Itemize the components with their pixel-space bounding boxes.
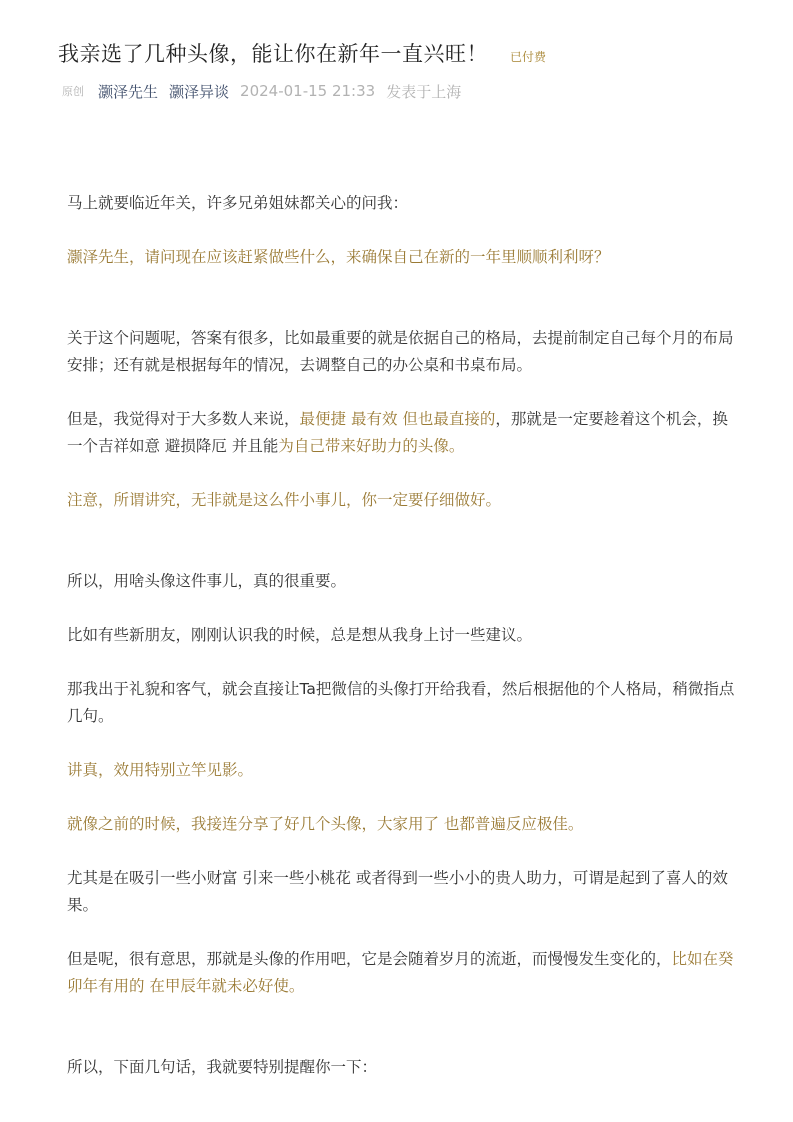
account-name-link[interactable]: 灏泽异谈: [169, 82, 230, 101]
paid-badge: 已付费: [510, 50, 547, 64]
highlight-text: 为自己带来好助力的头像。: [278, 437, 465, 455]
paragraph: 所以，下面几句话，我就要特别提醒你一下：: [67, 1058, 378, 1076]
paragraph-highlight: 灏泽先生，请问现在应该赶紧做些什么，来确保自己在新的一年里顺顺利利呀？: [67, 248, 610, 266]
original-tag: 原创: [62, 85, 84, 98]
paragraph: 那我出于礼貌和客气，就会直接让Ta把微信的头像打开给我看，然后根据他的个人格局，稍微指点几句。: [67, 680, 735, 725]
paragraph-highlight: 讲真，效用特别立竿见影。: [67, 761, 254, 779]
paragraph-text: ，那就是一定要趁着这个机会，换一个吉祥如意 避损降厄 并且能: [67, 410, 728, 455]
highlight-text: 比如在癸卯年有用的 在甲辰年就未必好使。: [67, 950, 734, 995]
paragraph: [67, 406, 735, 460]
paragraph: 尤其是在吸引一些小财富 引来一些小桃花 或者得到一些小小的贵人助力，可谓是起到了喜人的效果。: [67, 869, 728, 914]
publish-location: 发表于上海: [386, 82, 462, 101]
paragraph-text: 但是呢，很有意思，那就是头像的作用吧，它是会随着岁月的流逝，而慢慢发生变化的，: [67, 950, 672, 968]
paragraph: [67, 946, 735, 1000]
paragraph-highlight: 就像之前的时候，我接连分享了好几个头像，大家用了 也都普遍反应极佳。: [67, 815, 584, 833]
paragraph-text: 但是，我觉得对于大多数人来说，: [67, 410, 300, 428]
title-row: [58, 38, 758, 70]
paragraph: 比如有些新朋友，刚刚认识我的时候，总是想从我身上讨一些建议。: [67, 626, 533, 644]
article-meta: [58, 78, 758, 104]
paragraph: 关于这个问题呢，答案有很多，比如最重要的就是依据自己的格局，去提前制定自己每个月的布局安排；还有就是根据每年的情况，去调整自己的办公桌和书桌布局。: [67, 329, 734, 374]
paragraph: 马上就要临近年关，许多兄弟姐妹都关心的问我：: [67, 194, 409, 212]
highlight-text: 最便捷 最有效 但也最直接的: [299, 410, 496, 428]
paragraph: 所以，用啥头像这件事儿，真的很重要。: [67, 572, 347, 590]
article-title: 我亲选了几种头像，能让你在新年一直兴旺！: [58, 42, 488, 66]
author-name[interactable]: 灏泽先生: [98, 82, 159, 101]
paragraph-highlight: 注意，所谓讲究，无非就是这么件小事儿，你一定要仔细做好。: [67, 491, 502, 509]
publish-datetime: 2024-01-15 21:33: [240, 82, 376, 100]
article-header: [58, 38, 758, 104]
